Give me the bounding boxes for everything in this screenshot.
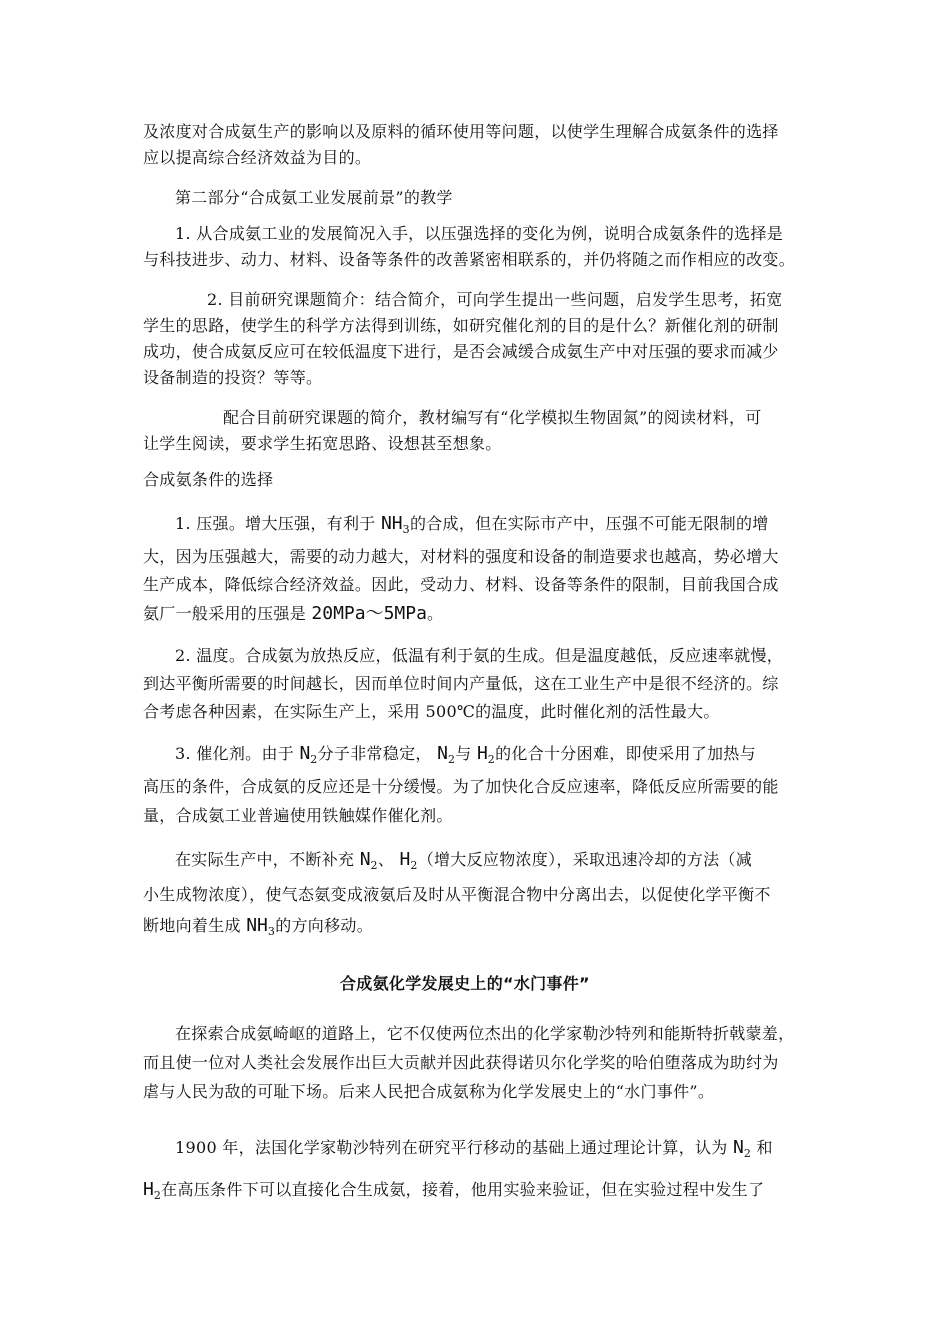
temperature-line: 合考虑各种因素，在实际生产上，采用 500℃的温度，此时催化剂的活性最大。 [143,702,720,721]
practice-line [175,850,752,872]
story-line: 虐与人民为敌的可耻下场。后来人民把合成氨称为化学发展史上的“水门事件”。 [143,1082,715,1101]
paragraph-line: 及浓度对合成氨生产的影响以及原料的循环使用等问题，以使学生理解合成氨条件的选择 [143,122,779,141]
text: 氨厂一般采用的压强是 [143,604,312,623]
text: 的方向移动。 [275,916,373,935]
text: 1900 年，法国化学家勒沙特列在研究平行移动的基础上通过理论计算，认为 [175,1138,733,1157]
practice-line: 小生成物浓度），使气态氨变成液氨后及时从平衡混合物中分离出去，以促使化学平衡不 [143,885,771,904]
part2-heading: 第二部分“合成氨工业发展前景”的教学 [175,188,453,207]
item2-line: 2. 目前研究课题简介：结合简介，可向学生提出一些问题，启发学生思考，拓宽 [207,290,783,309]
paragraph-line: 应以提高综合经济效益为目的。 [143,148,372,167]
story-line [175,1138,773,1160]
text: 分子非常稳定， [317,744,438,763]
text: 断地向着生成 [143,916,247,935]
formula-nh: NH [246,915,268,936]
formula-h: H [476,743,488,764]
subscript: 2 [370,859,378,872]
story-line [143,1180,764,1202]
formula-n: N [437,743,448,764]
item1-line: 与科技进步、动力、材料、设备等条件的改善紧密相联系的，并仍将随之而作相应的改变。 [143,250,796,269]
text: 1. 压强。增大压强，有利于 [175,514,381,533]
text: 在实际生产中，不断补充 [175,850,360,869]
reading-line: 配合目前研究课题的简介，教材编写有“化学模拟生物固氮”的阅读材料，可 [223,408,762,427]
subscript: 3 [402,523,410,536]
practice-line [143,916,373,938]
catalyst-line: 高压的条件，合成氨的反应还是十分缓慢。为了加快化合反应速率，降低反应所需要的能 [143,777,779,796]
text: 与 [455,744,477,763]
story-title: 合成氨化学发展史上的“水门事件” [340,974,590,993]
formula-nh: NH [380,513,403,534]
text: 和 [751,1138,773,1157]
subscript: 2 [447,753,456,766]
catalyst-line: 量，合成氨工业普遍使用铁触媒作催化剂。 [143,806,453,825]
pressure-line: 生产成本，降低综合经济效益。因此，受动力、材料、设备等条件的限制，目前我国合成 [143,575,779,594]
pressure-line: 大，因为压强越大，需要的动力越大，对材料的强度和设备的制造要求也越高，势必增大 [143,547,779,566]
item2-line: 学生的思路，使学生的科学方法得到训练，如研究催化剂的目的是什么？新催化剂的研制 [143,316,779,335]
text: 的合成，但在实际市产中，压强不可能无限制的增 [409,514,769,533]
pressure-line [143,604,443,624]
text: 。 [426,604,444,623]
text: 3. 催化剂。由于 [175,744,300,763]
pressure-value: 20MPa～5MPa [311,603,427,624]
formula-n: N [733,1137,744,1158]
text: 、 [377,850,400,869]
section-title: 合成氨条件的选择 [143,470,274,489]
story-line: 在探索合成氨崎岖的道路上，它不仅使两位杰出的化学家勒沙特列和能斯特折戟蒙羞， [175,1024,795,1043]
item2-line: 设备制造的投资？等等。 [143,368,323,387]
subscript: 2 [310,753,318,766]
formula-n: N [299,743,311,764]
catalyst-line [175,744,756,766]
reading-line: 让学生阅读，要求学生拓宽思路、设想甚至想象。 [143,434,502,453]
text: 在高压条件下可以直接化合生成氨，接着，他用实验来验证，但在实验过程中发生了 [161,1180,765,1199]
item1-line: 1. 从合成氨工业的发展简况入手，以压强选择的变化为例，说明合成氨条件的选择是 [175,224,784,243]
subscript: 2 [153,1189,162,1202]
temperature-line: 到达平衡所需要的时间越长，因而单位时间内产量低，这在工业生产中是很不经济的。综 [143,674,779,693]
text: 的化合十分困难，即使采用了加热与 [495,744,756,763]
subscript: 3 [267,925,276,938]
formula-h: H [143,1179,154,1200]
text: （增大反应物浓度），采取迅速冷却的方法（减 [417,850,752,869]
formula-h: H [399,849,411,870]
story-line: 而且使一位对人类社会发展作出巨大贡献并因此获得诺贝尔化学奖的哈伯堕落成为助纣为 [143,1053,779,1072]
subscript: 2 [743,1147,752,1160]
pressure-line [175,514,769,536]
formula-n: N [359,849,371,870]
item2-line: 成功，使合成氨反应可在较低温度下进行，是否会减缓合成氨生产中对压强的要求而减少 [143,342,779,361]
subscript: 2 [487,753,496,766]
temperature-line: 2. 温度。合成氨为放热反应，低温有利于氨的生成。但是温度越低，反应速率就慢， [175,646,784,665]
subscript: 2 [410,859,418,872]
